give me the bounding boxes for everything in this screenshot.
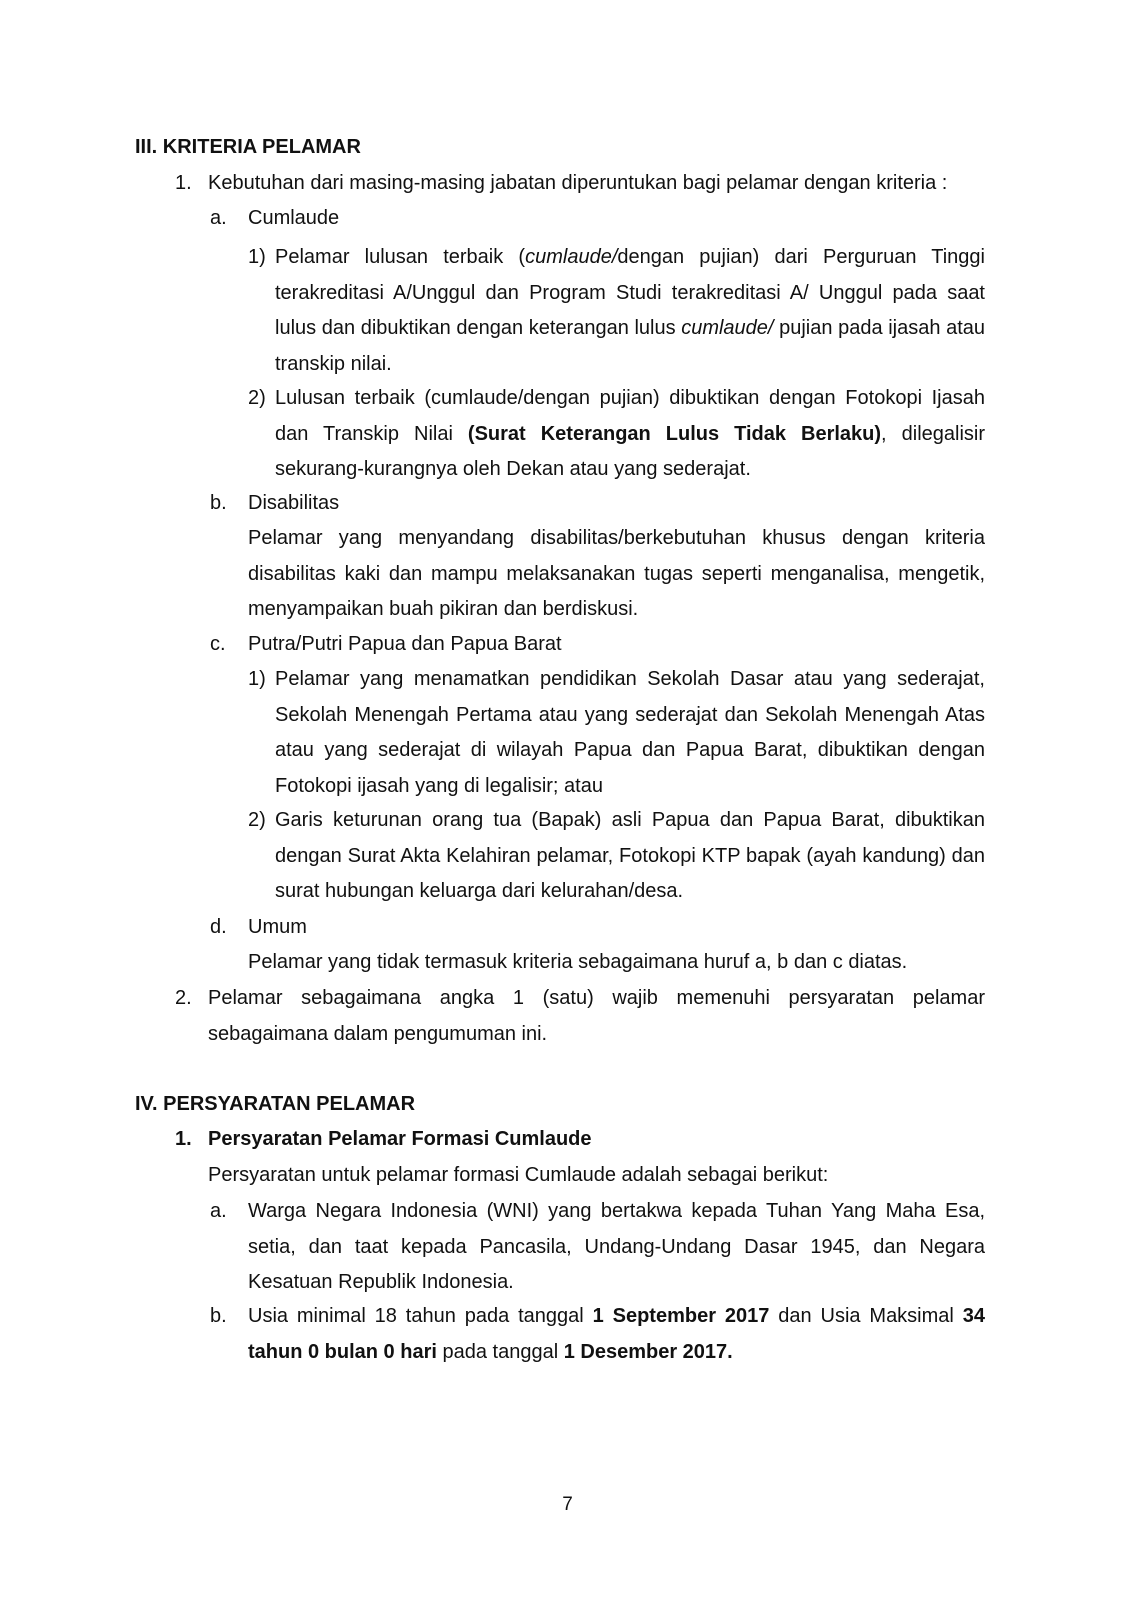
section-title-kriteria: III. KRITERIA PELAMAR (135, 136, 361, 158)
sub-letter: a. (210, 207, 227, 229)
page-number: 7 (562, 1494, 573, 1515)
sub-letter: b. (210, 1305, 227, 1327)
sub-letter: c. (210, 633, 226, 655)
paragraph-cumlaude-2: Lulusan terbaik (cumlaude/dengan pujian) dibuktikan dengan Fotokopi Ijasah dan Transkip Nilai (Surat Keterangan Lulus Tidak Berlaku), dilegalisir sekurang-kurangnya oleh Dekan atau yang sederajat. (275, 387, 985, 480)
item-text: Kebutuhan dari masing-masing jabatan diperuntukan bagi pelamar dengan kriteria : (208, 172, 948, 194)
item-number: 1. (175, 172, 192, 194)
paragraph-cumlaude-1: Pelamar lulusan terbaik (cumlaude/dengan pujian) dari Perguruan Tinggi terakreditasi A/Unggul dan Program Studi terakreditasi A/ Unggul pada saat lulus dan dibuktikan dengan keterangan lulus cumlaude/ pujian pada ijasah atau transkip nilai. (275, 246, 985, 375)
paragraph-item-2: Pelamar sebagaimana angka 1 (satu) wajib memenuhi persyaratan pelamar sebagaimana dalam pengumuman ini. (208, 987, 985, 1045)
paragraph-papua-2: Garis keturunan orang tua (Bapak) asli Papua dan Papua Barat, dibuktikan dengan Surat Akta Kelahiran pelamar, Fotokopi KTP bapak (ayah kandung) dan surat hubungan keluarga dari kelurahan/desa. (275, 809, 985, 902)
item-number: 2. (175, 987, 192, 1009)
point-number: 1) (248, 246, 266, 268)
paragraph-disabilitas: Pelamar yang menyandang disabilitas/berkebutuhan khusus dengan kriteria disabilitas kaki dan mampu melaksanakan tugas seperti menganalisa, mengetik, menyampaikan buah pikiran dan berdiskusi. (248, 527, 985, 620)
paragraph-papua-1: Pelamar yang menamatkan pendidikan Sekolah Dasar atau yang sederajat, Sekolah Menengah Pertama atau yang sederajat dan Sekolah Menengah Atas atau yang sederajat di wilayah Papua dan Papua Barat, dibuktikan dengan Fotokopi ijasah yang di legalisir; atau (275, 668, 985, 797)
sub-title: Disabilitas (248, 492, 340, 514)
item-intro: Persyaratan untuk pelamar formasi Cumlaude adalah sebagai berikut: (208, 1164, 829, 1186)
sub-letter: d. (210, 916, 227, 938)
paragraph-wni: Warga Negara Indonesia (WNI) yang bertakwa kepada Tuhan Yang Maha Esa, setia, dan taat kepada Pancasila, Undang-Undang Dasar 1945, dan Negara Kesatuan Republik Indonesia. (248, 1200, 985, 1293)
point-number: 1) (248, 668, 266, 690)
item-number: 1. (175, 1128, 192, 1150)
item-title: Persyaratan Pelamar Formasi Cumlaude (208, 1128, 592, 1150)
sub-title: Putra/Putri Papua dan Papua Barat (248, 633, 562, 655)
sub-title: Cumlaude (248, 207, 340, 229)
point-number: 2) (248, 387, 266, 409)
paragraph-usia: Usia minimal 18 tahun pada tanggal 1 September 2017 dan Usia Maksimal 34 tahun 0 bulan 0 hari pada tanggal 1 Desember 2017. (248, 1305, 985, 1363)
sub-letter: b. (210, 492, 227, 514)
sub-title: Umum (248, 916, 307, 938)
sub-letter: a. (210, 1200, 227, 1222)
paragraph-umum: Pelamar yang tidak termasuk kriteria sebagaimana huruf a, b dan c diatas. (248, 951, 908, 973)
section-title-persyaratan: IV. PERSYARATAN PELAMAR (135, 1093, 416, 1115)
point-number: 2) (248, 809, 266, 831)
